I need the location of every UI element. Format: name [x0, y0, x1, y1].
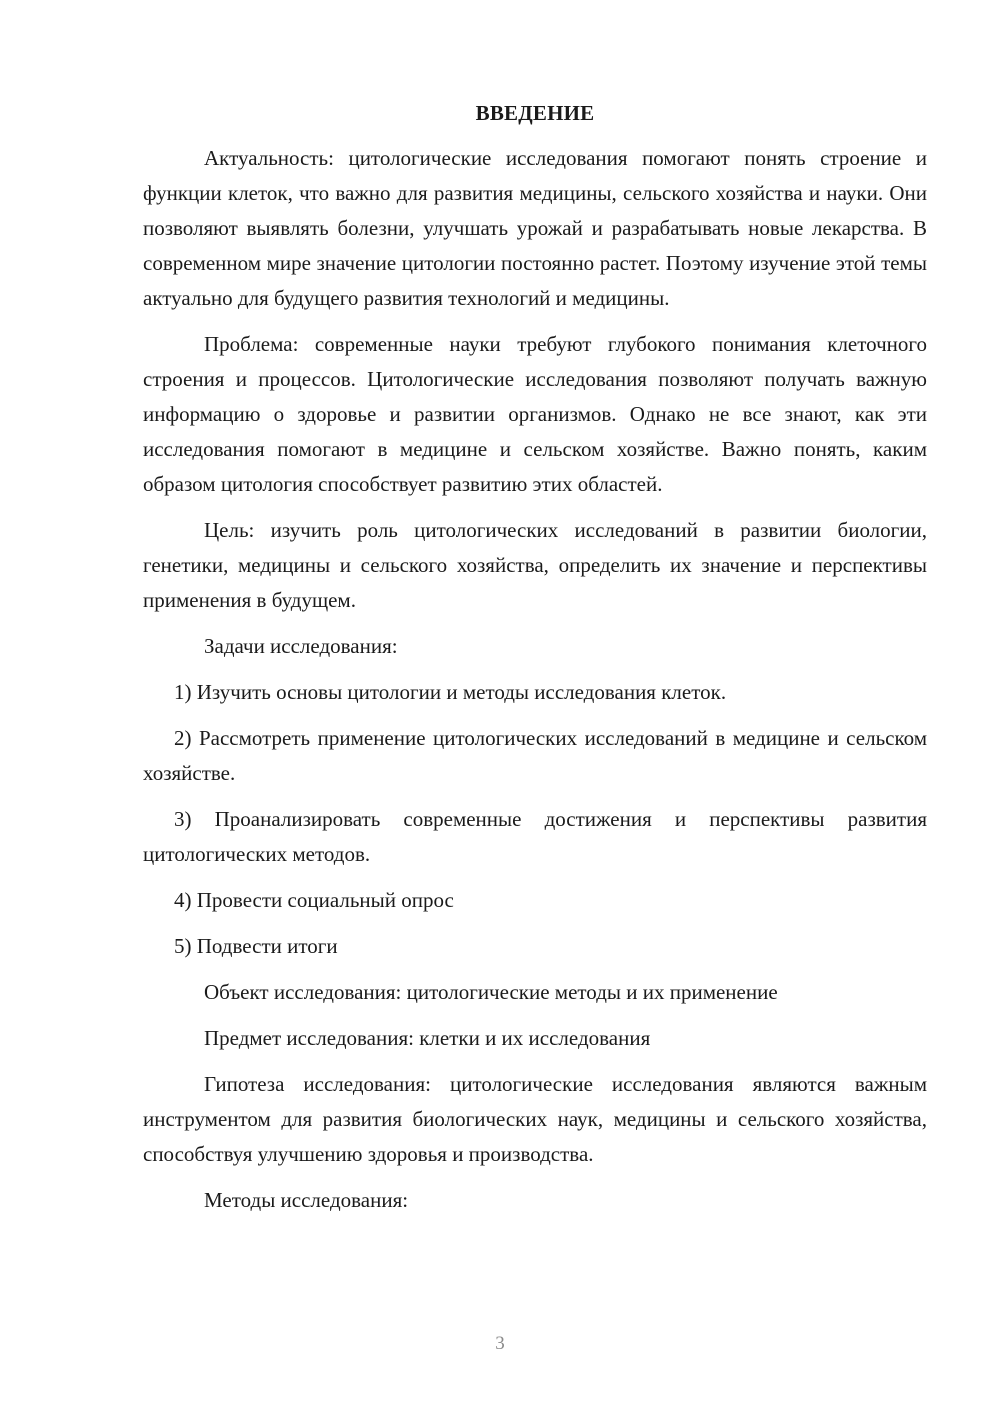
list-item: 1) Изучить основы цитологии и методы исследования клеток. [174, 680, 727, 704]
research-subject: Предмет исследования: клетки и их исследования [204, 1026, 651, 1050]
research-hypothesis: Гипотеза исследования: цитологические исследования являются важным инструментом для развития биологических наук, медицины и сельского хозяйства, способствуя улучшению здоровья и производства. [143, 1072, 927, 1166]
page-title: ВВЕДЕНИЕ [475, 101, 595, 125]
list-item: 4) Провести социальный опрос [174, 888, 454, 912]
paragraph-goal: Цель: изучить роль цитологических исследований в развитии биологии, генетики, медицины и сельского хозяйства, определить их значение и перспективы применения в будущем. [143, 518, 927, 612]
paragraph-relevance: Актуальность: цитологические исследования помогают понять строение и функции клеток, что важно для развития медицины, сельского хозяйства и науки. Они позволяют выявлять болезни, улучшать урожай и разрабатывать новые лекарства. В современном мире значение цитологии постоянно растет. Поэтому изучение этой темы актуально для будущего развития технологий и медицины. [143, 146, 927, 310]
methods-heading: Методы исследования: [204, 1188, 409, 1212]
paragraph-problem: Проблема: современные науки требуют глубокого понимания клеточного строения и процессов. Цитологические исследования позволяют получать важную информацию о здоровье и развитии организмов. Однако не все знают, как эти исследования помогают в медицине и сельском хозяйстве. Важно понять, каким образом цитология способствует развитию этих областей. [143, 332, 927, 496]
page-content [143, 96, 927, 1229]
tasks-list [143, 675, 927, 964]
list-item: 5) Подвести итоги [174, 934, 338, 958]
page-number: 3 [495, 1333, 505, 1354]
research-object: Объект исследования: цитологические методы и их применение [204, 980, 778, 1004]
list-item: 2) Рассмотреть применение цитологических исследований в медицине и сельском хозяйстве. [143, 726, 927, 785]
list-item: 3) Проанализировать современные достижения и перспективы развития цитологических методов. [143, 807, 927, 866]
tasks-heading: Задачи исследования: [204, 634, 398, 658]
